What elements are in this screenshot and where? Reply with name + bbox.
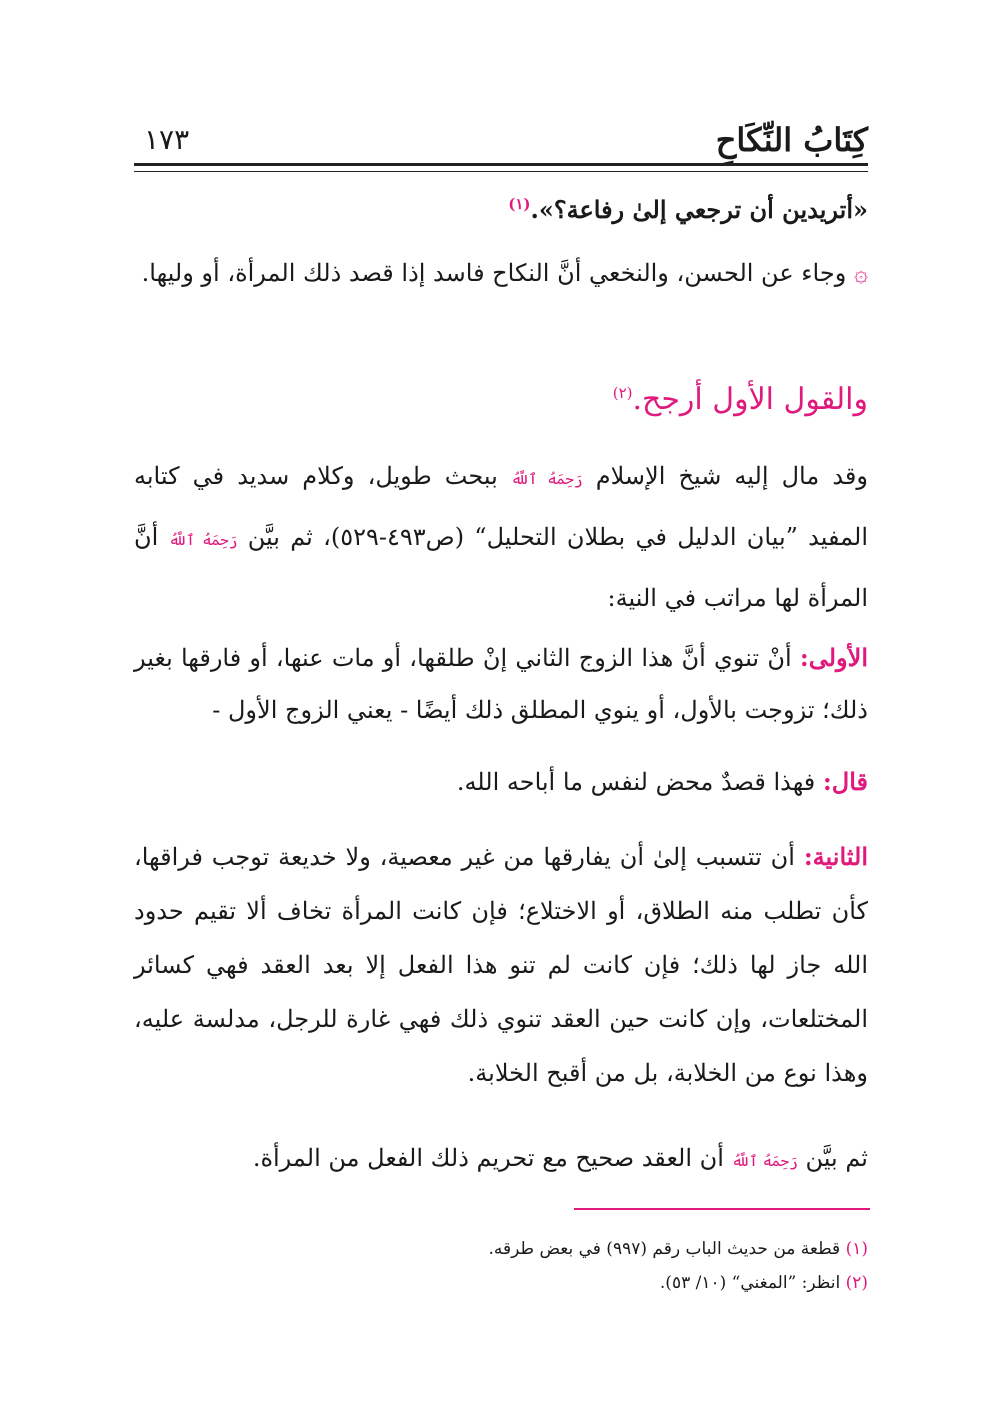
paragraph-text: أنَّ المرأة لها مراتب في النية: — [134, 523, 868, 612]
footnote-separator — [574, 1208, 870, 1210]
paragraph-text: أن العقد صحيح مع تحريم ذلك الفعل من المرأة. — [252, 1144, 724, 1172]
page-number: ١٧٣ — [144, 123, 190, 156]
footnote-1 — [134, 1236, 868, 1262]
paragraph-second-level — [134, 830, 868, 1100]
paragraph-text: وجاء عن الحسن، والنخعي أنَّ النكاح فاسد إذا قصد ذلك المرأة، أو وليها. — [141, 259, 847, 287]
footnote-number: (٢) — [845, 1273, 868, 1293]
paragraph-ibn-taymiyyah — [134, 447, 868, 627]
paragraph-text: فهذا قصدٌ محض لنفس ما أباحه الله. — [456, 768, 816, 796]
header-rule-thin — [134, 171, 868, 172]
footnote-ref-1[interactable]: (١) — [508, 195, 531, 213]
paragraph-opinion — [134, 250, 868, 296]
paragraph-text: أنْ تنوي أنَّ هذا الزوج الثاني إنْ طلقها، أو مات عنها، أو فارقها بغير ذلك؛ تزوجت بالأول، أو ينوي المطلق ذلك أيضًا - يعني الزوج الأول - — [134, 644, 868, 724]
hadith-quote — [134, 186, 868, 228]
paragraph-conclusion — [134, 1140, 868, 1179]
paragraph-text: ببحث طويل، وكلام سديد في كتابه المفيد ”بيان الدليل في بطلان التحليل“ (ص٤٩٣-٥٢٩)، ثم بيَّن — [134, 462, 868, 551]
honorific-glyph: رَحِمَهُ ٱللَّهُ — [510, 470, 583, 488]
page-header — [134, 118, 868, 162]
book-title: كِتَابُ النِّكَاحِ — [715, 121, 868, 159]
label-second: الثانية: — [803, 842, 868, 871]
footnote-text: انظر: ”المغني“ (١٠/ ٥٣). — [659, 1273, 841, 1293]
paragraph-text: أن تتسبب إلىٰ أن يفارقها من غير معصية، ولا خديعة توجب فراقها، كأن تطلب منه الطلاق، أو الاختلاع؛ فإن كانت المرأة تخاف ألا تقيم حدود الله جاز لها ذلك؛ فإن كانت لم تنو هذا الفعل إلا بعد العقد فهي كسائر المختلعات، وإن كانت حين العقد تنوي ذلك فهي غارة للرجل، مدلسة عليه، وهذا نوع من الخلابة، بل من أقبح الخلابة. — [134, 843, 868, 1087]
paragraph-text: ثم بيَّن — [805, 1144, 868, 1172]
footnote-number: (١) — [845, 1239, 868, 1259]
flower-ornament-icon: ۞ — [853, 259, 868, 287]
paragraph-first-level — [134, 632, 868, 736]
footnote-text: قطعة من حديث الباب رقم (٩٩٧) في بعض طرقه. — [488, 1239, 841, 1259]
header-rule-thick — [134, 163, 868, 166]
label-first: الأولى: — [799, 643, 868, 672]
honorific-glyph: رَحِمَهُ ٱللَّهُ — [168, 531, 238, 549]
honorific-glyph: رَحِمَهُ ٱللَّهُ — [731, 1152, 798, 1170]
paragraph-text: وقد مال إليه شيخ الإسلام — [595, 462, 868, 490]
quote-text: «أتريدين أن ترجعي إلىٰ رفاعة؟». — [530, 195, 868, 224]
label-said: قال: — [822, 767, 868, 796]
preferred-text: والقول الأول أرجح. — [632, 382, 868, 417]
preferred-opinion — [134, 375, 868, 418]
footnote-ref-2[interactable]: (٢) — [612, 384, 633, 402]
footnote-2 — [134, 1270, 868, 1296]
paragraph-said — [134, 764, 868, 800]
